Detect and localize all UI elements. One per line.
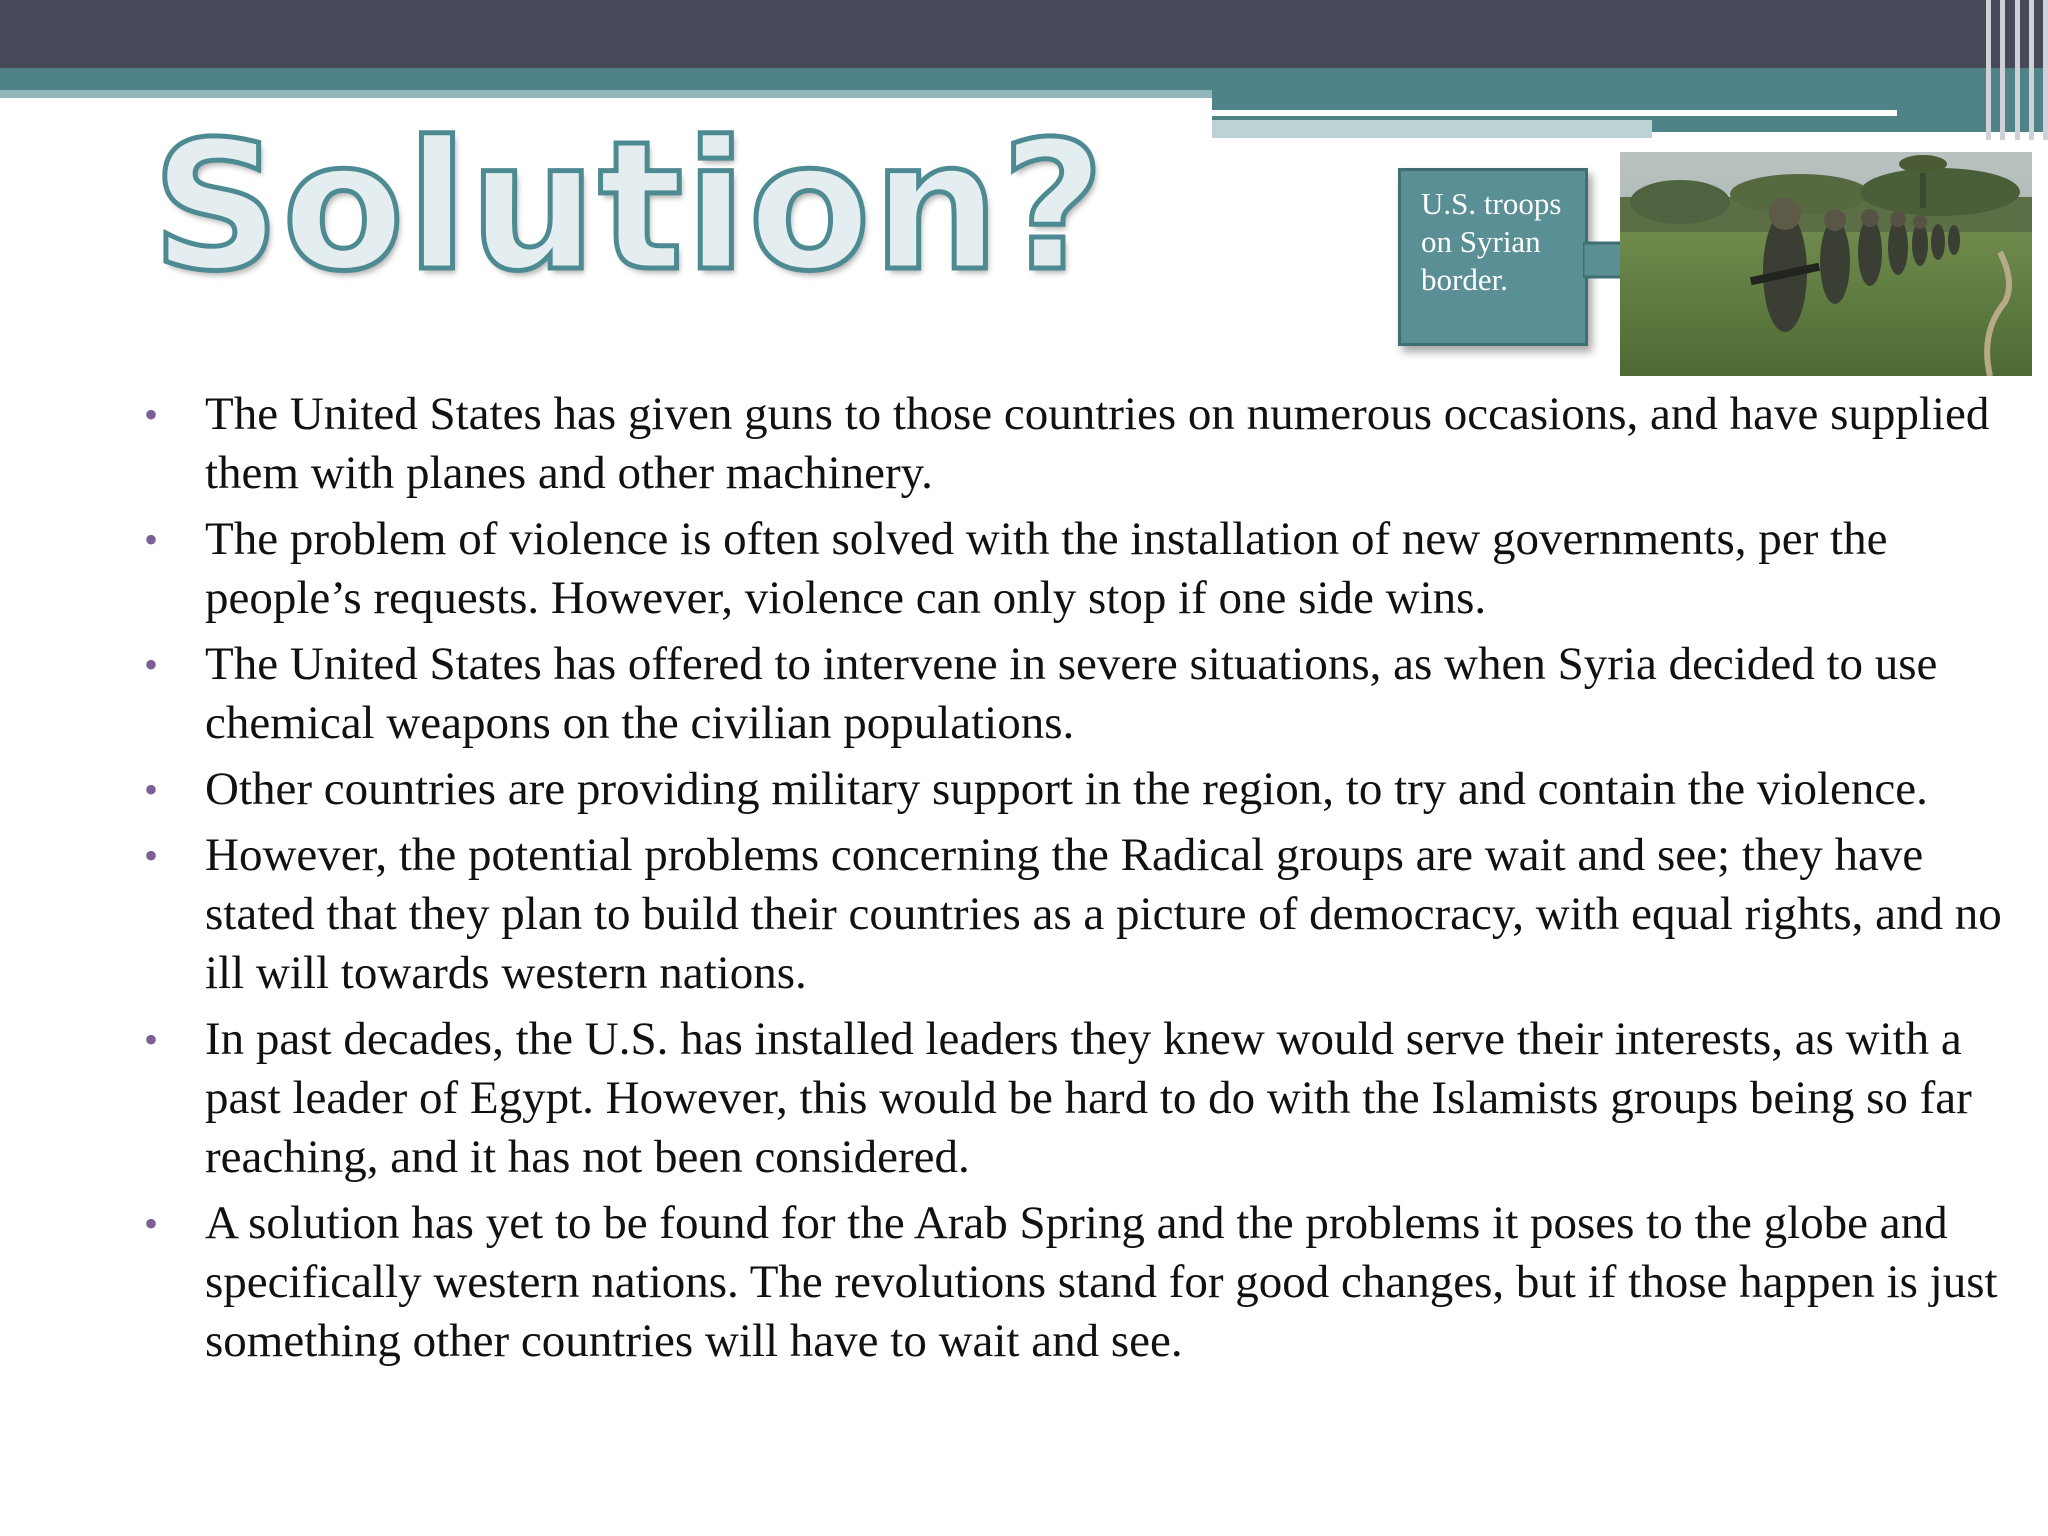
header-right-stripe: [1212, 110, 1897, 116]
callout-text: U.S. troops on Syrian border.: [1421, 186, 1562, 297]
header-bar-dark: [0, 0, 2048, 68]
bullet-item: • The United States has given guns to those countries on numerous occasions, and have supplied them with planes and other machinery.: [140, 385, 2020, 503]
bullet-item: • In past decades, the U.S. has installed leaders they knew would serve their interests, as with a past leader of Egypt. However, this would be hard to do with the Islamists groups being so far reaching, and it has not been considered.: [140, 1010, 2020, 1187]
bullet-marker: •: [144, 517, 159, 562]
callout-box: [1398, 168, 1588, 346]
bullet-marker: •: [144, 1017, 159, 1062]
bullet-marker: •: [144, 642, 159, 687]
bullet-marker: •: [144, 392, 159, 437]
soldiers-photo: [1620, 152, 2032, 376]
bullet-item: • However, the potential problems concerning the Radical groups are wait and see; they have stated that they plan to build their countries as a picture of democracy, with equal rights, and no ill will towards western nations.: [140, 826, 2020, 1003]
header-vertical-stripes: [1986, 0, 2048, 140]
bullet-item: • Other countries are providing military support in the region, to try and contain the violence.: [140, 760, 2020, 819]
bullet-marker: •: [144, 1201, 159, 1246]
header-right-stripe-light: [1212, 120, 1652, 138]
header-bar-light: [0, 90, 1212, 98]
bullet-list: [140, 385, 2020, 1378]
bullet-item: • The United States has offered to intervene in severe situations, as when Syria decided to use chemical weapons on the civilian populations.: [140, 635, 2020, 753]
header-bar-teal: [0, 68, 2048, 90]
slide-title: Solution?: [152, 103, 1107, 310]
bullet-item: • A solution has yet to be found for the Arab Spring and the problems it poses to the globe and specifically western nations. The revolutions stand for good changes, but if those happen is just something other countries will have to wait and see.: [140, 1194, 2020, 1371]
bullet-item: • The problem of violence is often solved with the installation of new governments, per the people’s requests. However, violence can only stop if one side wins.: [140, 510, 2020, 628]
bullet-marker: •: [144, 833, 159, 878]
bullet-marker: •: [144, 767, 159, 812]
